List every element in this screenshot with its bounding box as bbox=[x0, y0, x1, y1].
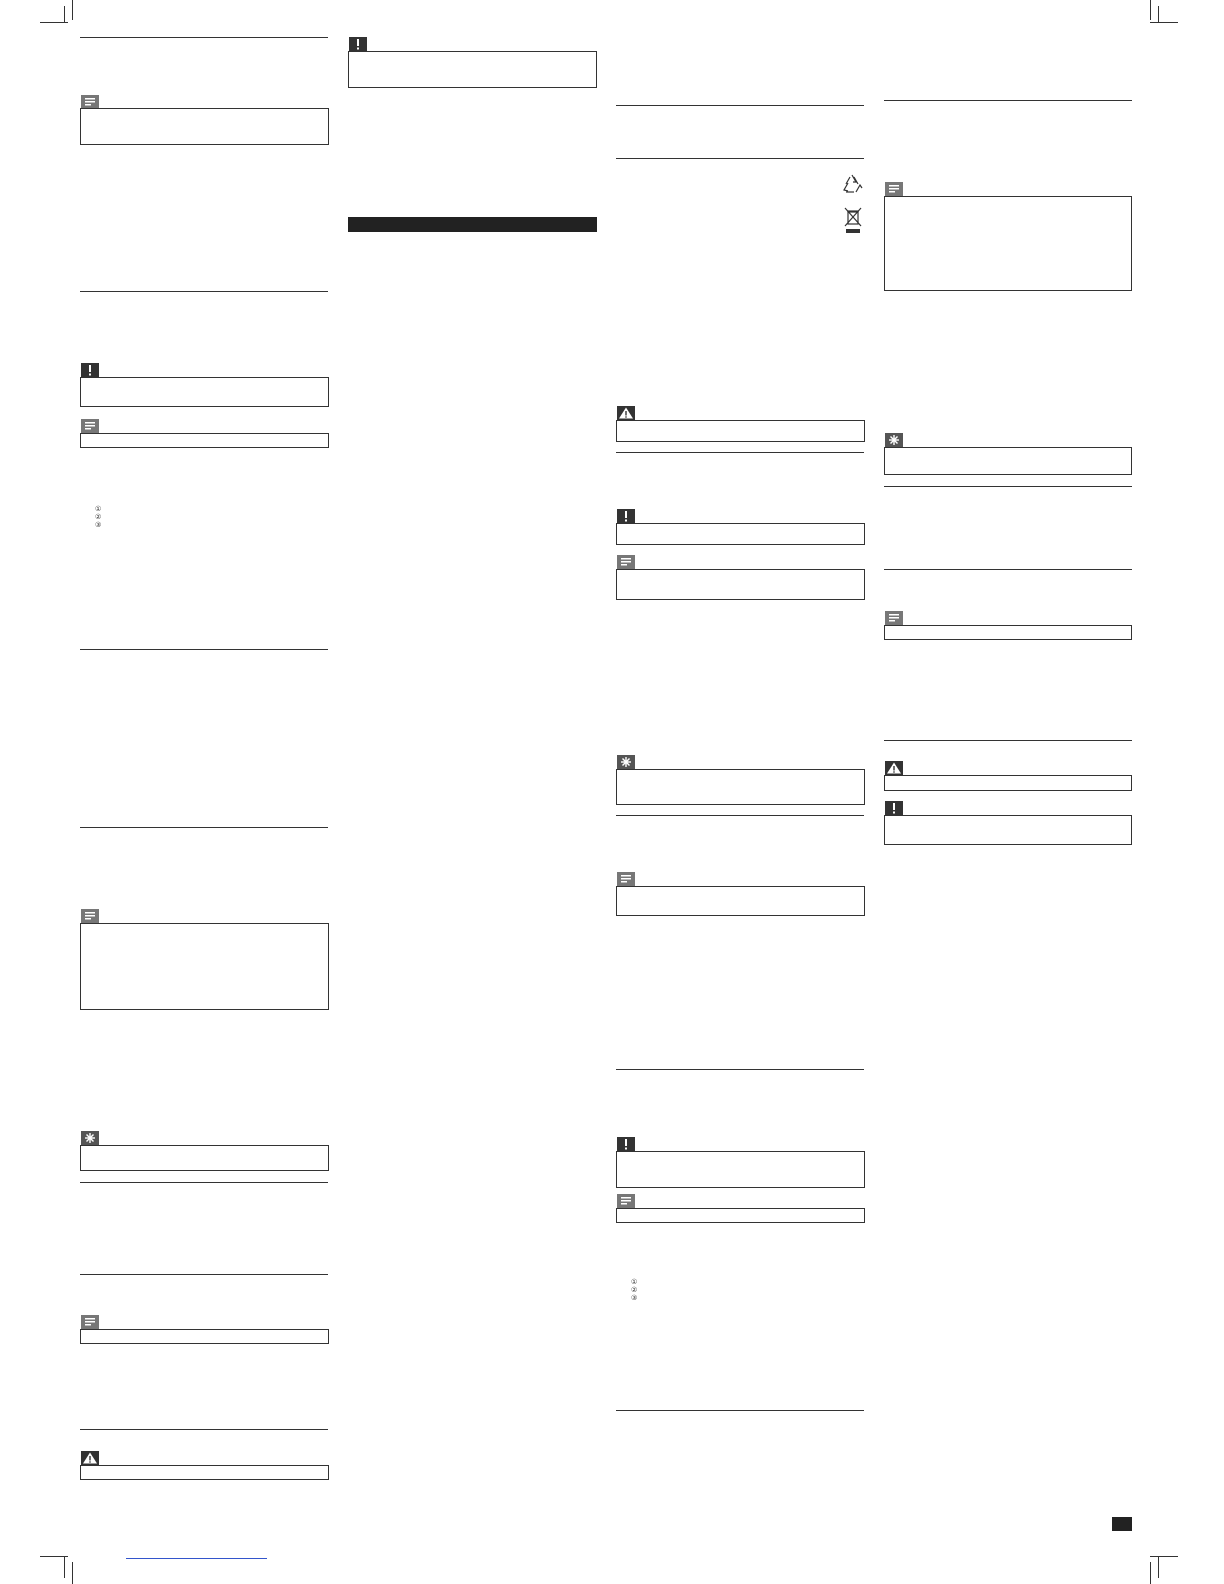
crop-mark bbox=[72, 0, 73, 20]
crop-mark bbox=[72, 1562, 73, 1584]
warning-icon bbox=[617, 406, 635, 420]
note-icon bbox=[617, 872, 635, 886]
tip-box bbox=[616, 769, 865, 805]
crop-mark bbox=[1150, 1556, 1178, 1557]
caution-icon bbox=[617, 1137, 635, 1151]
section-rule bbox=[616, 815, 864, 816]
tip-box bbox=[884, 447, 1132, 475]
section-rule bbox=[80, 827, 328, 828]
caution-box bbox=[616, 1151, 865, 1188]
note-box bbox=[80, 108, 329, 145]
crop-mark bbox=[1150, 22, 1178, 23]
note-icon bbox=[617, 555, 635, 569]
footer-link-underline[interactable] bbox=[126, 1558, 267, 1559]
crossed-bin-icon bbox=[843, 206, 863, 234]
caution-icon bbox=[885, 801, 903, 815]
crop-mark bbox=[1158, 6, 1159, 22]
section-rule bbox=[616, 1410, 864, 1411]
note-icon bbox=[81, 419, 99, 433]
tip-icon bbox=[885, 433, 903, 447]
recycle-icon bbox=[840, 172, 864, 196]
warning-icon bbox=[81, 1451, 99, 1465]
tip-box bbox=[80, 1145, 329, 1171]
warning-box bbox=[80, 1465, 329, 1480]
section-rule bbox=[884, 569, 1132, 570]
section-rule bbox=[616, 1069, 864, 1070]
warning-icon bbox=[885, 761, 903, 775]
crop-mark bbox=[1150, 0, 1151, 20]
caution-box bbox=[80, 377, 329, 407]
note-box bbox=[884, 625, 1132, 640]
step-number: ① bbox=[631, 1278, 638, 1286]
section-header-bar bbox=[348, 217, 597, 232]
note-box bbox=[616, 569, 865, 600]
note-icon bbox=[617, 1194, 635, 1208]
section-rule bbox=[80, 1274, 328, 1275]
crop-mark bbox=[64, 1556, 65, 1578]
tip-icon bbox=[81, 1131, 99, 1145]
note-icon bbox=[885, 611, 903, 625]
note-box bbox=[616, 1208, 865, 1223]
section-rule bbox=[80, 1182, 328, 1183]
step-number: ③ bbox=[631, 1294, 638, 1302]
step-numbers bbox=[631, 1278, 637, 1302]
note-box bbox=[80, 433, 329, 448]
crop-mark bbox=[1150, 1562, 1151, 1584]
page-number-badge bbox=[1112, 1517, 1132, 1531]
step-number: ② bbox=[631, 1286, 638, 1294]
note-box bbox=[80, 1329, 329, 1344]
step-number: ① bbox=[95, 505, 102, 513]
section-rule bbox=[884, 486, 1132, 487]
caution-icon bbox=[349, 37, 367, 51]
warning-box bbox=[616, 420, 865, 442]
section-rule bbox=[80, 291, 328, 292]
crop-mark bbox=[64, 6, 65, 22]
section-rule bbox=[616, 452, 864, 453]
caution-box bbox=[884, 815, 1132, 845]
note-icon bbox=[885, 182, 903, 196]
crop-mark bbox=[1158, 1556, 1159, 1578]
caution-icon bbox=[617, 509, 635, 523]
section-rule bbox=[616, 158, 864, 159]
step-numbers bbox=[95, 505, 101, 529]
section-rule bbox=[884, 740, 1132, 741]
section-rule bbox=[616, 105, 864, 106]
section-rule bbox=[884, 100, 1132, 101]
section-rule bbox=[80, 37, 328, 38]
step-number: ② bbox=[95, 513, 102, 521]
caution-box bbox=[348, 51, 597, 88]
note-icon bbox=[81, 1315, 99, 1329]
section-rule bbox=[80, 1429, 328, 1430]
tip-icon bbox=[617, 755, 635, 769]
warning-box bbox=[884, 775, 1132, 791]
note-box bbox=[884, 196, 1132, 291]
note-box bbox=[80, 923, 329, 1010]
note-box bbox=[616, 886, 865, 916]
crop-mark bbox=[40, 22, 68, 23]
step-number: ③ bbox=[95, 521, 102, 529]
section-rule bbox=[80, 649, 328, 650]
note-icon bbox=[81, 909, 99, 923]
caution-icon bbox=[81, 363, 99, 377]
note-icon bbox=[81, 95, 99, 109]
caution-box bbox=[616, 523, 865, 545]
